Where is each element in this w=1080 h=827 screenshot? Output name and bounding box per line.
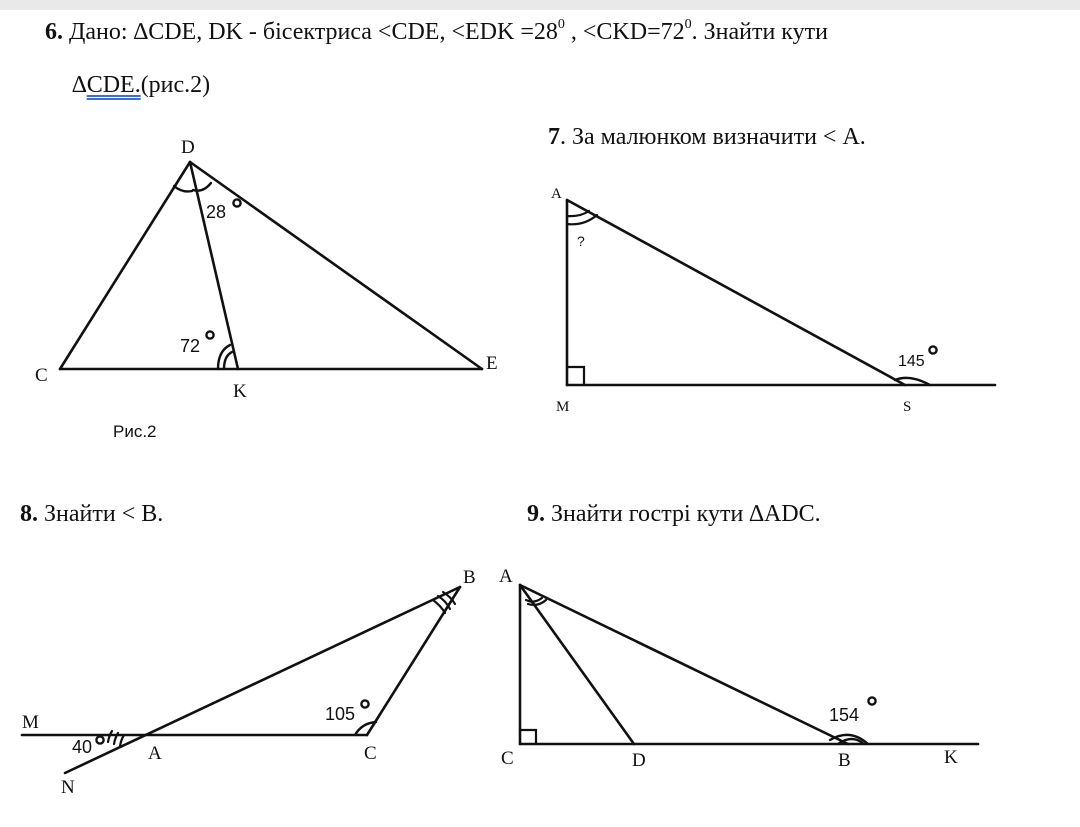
problem-8-text: Знайти < B. [38, 501, 164, 527]
problem-6-line2-pre: ∆ [72, 72, 87, 98]
fig2-angle-edk: 28 [206, 202, 227, 222]
segment-de [190, 162, 482, 369]
fig7-angle-ext: 145 [898, 353, 925, 370]
problem-6-text2: , <CKD=72 [564, 19, 685, 45]
problem-6-number: 6. [45, 19, 63, 45]
segment-as [567, 200, 905, 385]
angle-arc-a-1 [567, 211, 589, 216]
fig8-label-n: N [61, 777, 75, 798]
problem-8-number: 8. [20, 501, 38, 527]
fig2-angle-ckd: 72 [180, 336, 201, 356]
degree-mark-154 [868, 697, 875, 704]
degree-mark-72 [206, 331, 213, 338]
problem-6-sup1: 0 [557, 17, 565, 32]
problem-7-number: 7 [548, 124, 560, 150]
degree-mark-145 [929, 346, 936, 353]
fig2-label-c: C [35, 365, 48, 386]
fig9-angle-ext: 154 [829, 705, 860, 725]
fig7-angle-unknown: ? [577, 233, 585, 249]
problem-9-number: 9. [527, 501, 545, 527]
fig8-label-a: A [148, 743, 162, 764]
fig8-angle-bca: 105 [325, 704, 356, 724]
degree-mark-28 [233, 199, 240, 206]
fig9-label-a: A [499, 566, 513, 587]
problem-7-text: . За малюнком визначити < A. [560, 124, 866, 150]
right-angle-mark-c [520, 730, 536, 744]
right-angle-mark-m [567, 367, 584, 385]
problem-6-line2-post: (рис.2) [140, 72, 211, 98]
degree-marks [96, 199, 936, 743]
segment-cd [60, 162, 190, 369]
fig2-label-k: K [233, 381, 247, 402]
angle-arc-cdk [174, 186, 192, 191]
angle-arc-ckd-2 [224, 352, 232, 369]
degree-mark-105 [361, 700, 368, 707]
fig2-label-d: D [181, 137, 195, 158]
fig9-label-d: D [632, 750, 646, 771]
degree-mark-40 [96, 736, 103, 743]
fig8-angle-nam: 40 [72, 737, 93, 757]
fig9-label-k: K [944, 747, 958, 768]
angle-arc-b-1 [433, 600, 445, 613]
problem-6-text1: Дано: ∆CDE, DK - бісектриса <CDE, <EDK =28 [63, 19, 558, 45]
fig9-label-b: B [838, 750, 851, 771]
figure-2 [60, 162, 482, 369]
problem-6-sup2: 0 [684, 17, 692, 32]
figure-2-caption: Рис.2 [113, 422, 157, 441]
segment-ab [520, 585, 848, 744]
problem-6-text3: . Знайти кути [691, 19, 828, 45]
angle-arc-nam-1 [108, 731, 112, 742]
problem-9-text: Знайти гострі кути ∆ADC. [545, 501, 821, 527]
fig8-label-c: C [364, 743, 377, 764]
figure-7 [567, 200, 995, 385]
fig7-label-a: A [551, 186, 562, 202]
fig9-label-c: C [501, 748, 514, 769]
fig2-label-e: E [486, 353, 498, 374]
fig8-label-m: M [22, 712, 39, 733]
fig8-label-b: B [463, 567, 476, 588]
segment-ad [520, 585, 634, 744]
problem-6-line2-underlined: CDE. [86, 72, 141, 98]
fig7-label-s: S [903, 399, 912, 415]
figure-9 [520, 585, 978, 744]
fig7-label-m: M [556, 399, 570, 415]
